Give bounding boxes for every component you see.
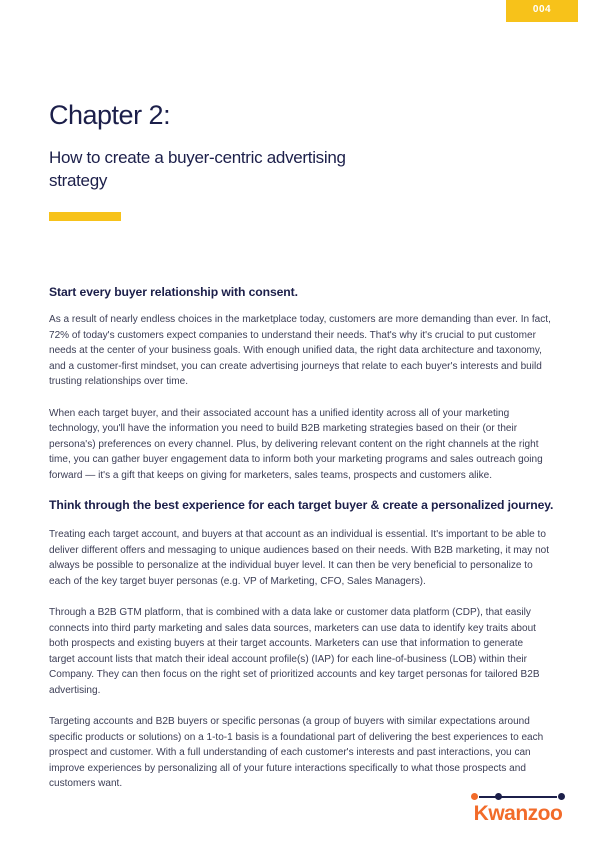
- page-number-tab: [506, 0, 578, 22]
- logo-text: Kwanzoo: [473, 802, 563, 825]
- logo-dot-icon: [471, 793, 478, 800]
- logo-dot-icon: [558, 793, 565, 800]
- accent-bar: [49, 212, 121, 221]
- chapter-title: Chapter 2:: [49, 100, 171, 130]
- paragraph: As a result of nearly endless choices in the marketplace today, customers are more demanding than ever. In fact, 72% of today's customers expect companies to understand their needs. That's why it's crucial to put customer needs at the center of your business goals. With enough unified data, the right data architecture and taxonomy, and a customer-first mindset, you can create advertising journeys that relate to each buyer's interests and build trusting relationships over time.: [49, 314, 551, 387]
- logo-dot-icon: [495, 793, 502, 800]
- paragraph: Treating each target account, and buyers at that account as an individual is essential. It's important to be able to deliver different offers and messaging to unique audiences based on their needs. With B2B marketing, it may not always be possible to personalize at the individual buyer level. It can then be very beneficial to personalize to each of the key target buyer personas (e.g. VP of Marketing, CFO, Sales Managers).: [49, 529, 550, 587]
- body-content: [49, 284, 554, 808]
- section-heading-personalized-journey: Think through the best experience for each target buyer & create a personalized journey.: [49, 498, 554, 512]
- page-number: 004: [532, 4, 552, 15]
- logo-line: [479, 796, 557, 798]
- paragraph: When each target buyer, and their associated account has a unified identity across all of your marketing technology, you'll have the information you need to build B2B marketing strategies based on their (or their persona's) preferences on every channel. Plus, by delivering relevant content on the right channels at the right time, you can gather buyer engagement data to inform both your marketing programs and sales outreach going forward — it's a gift that keeps on giving for marketers, sales teams, prospects and customers alike.: [49, 407, 543, 481]
- kwanzoo-logo: [471, 792, 565, 826]
- chapter-subtitle: How to create a buyer-centric advertising strategy: [49, 148, 346, 190]
- paragraph: Through a B2B GTM platform, that is combined with a data lake or customer data platform (CDP), that easily connects into third party marketing and sales data sources, marketers can use data to identify key traits about both prospects and existing buyers at their target accounts. Marketers can use that information to generate target account lists that match their ideal account profile(s) (IAP) for each line-of-business (LOB) within their Company. They can then focus on the right set of prioritized accounts and key target personas for tailored B2B advertising.: [49, 607, 540, 696]
- paragraph: Targeting accounts and B2B buyers or specific personas (a group of buyers with similar expectations around specific products or solutions) on a 1-to-1 basis is a foundational part of delivering the best experiences to each prospect and customer. With a full understanding of each customer's interests and past interactions, you can improve experiences by personalizing all of your future interactions specifically to what those prospects and customers want.: [49, 716, 544, 789]
- section-heading-consent: Start every buyer relationship with consent.: [49, 285, 298, 299]
